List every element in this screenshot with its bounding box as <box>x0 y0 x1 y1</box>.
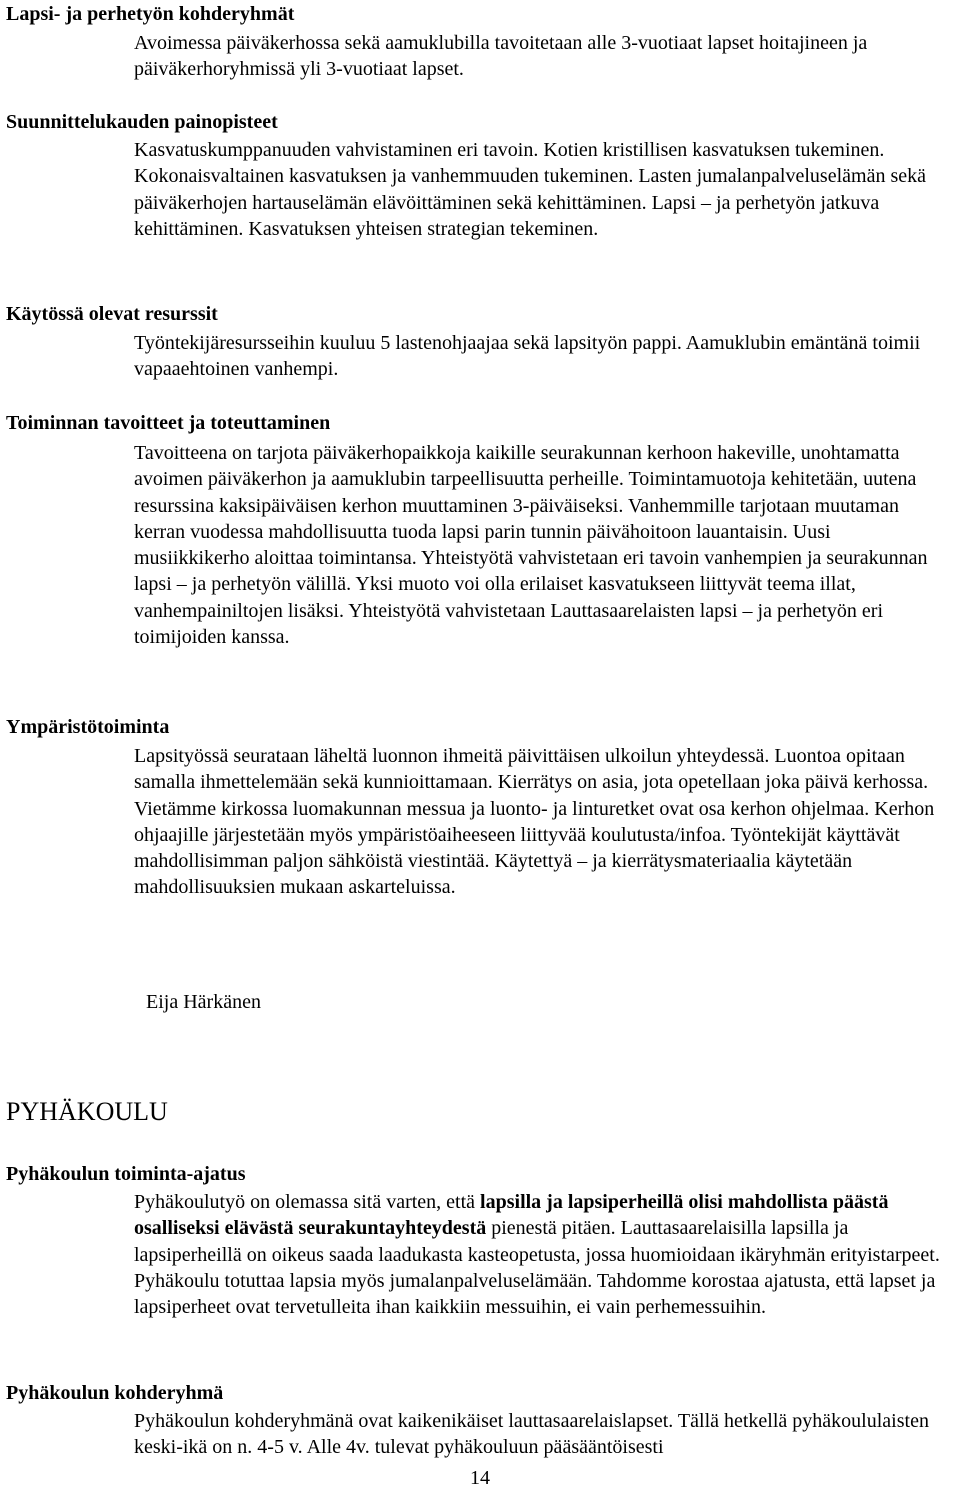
section-heading-toiminta-ajatus: Pyhäkoulun toiminta-ajatus <box>6 1163 246 1185</box>
section-body-toiminta-ajatus <box>134 1189 956 1320</box>
section-body-resurssit: Työntekijäresursseihin kuuluu 5 lastenohjaajaa sekä lapsityön pappi. Aamuklubin emäntänä toimii vapaaehtoinen vanhempi. <box>134 332 921 381</box>
toiminta-ajatus-rest: pienestä pitäen. Lauttasaarelaisilla lapsilla ja lapsiperheillä on oikeus saada laadukasta kasteopetusta, jossa huomioidaan ikäryhmän erityistarpeet. Pyhäkoulu totuttaa lapsia myös jumalanpalveluselämään. Tahdomme korostaa ajatusta, että lapset ja lapsiperheet ovat tervetulleita ihan kaikkiin messuihin, ei vain perhemessuihin. <box>134 1217 940 1319</box>
section-heading-kohderyhmat: Lapsi- ja perhetyön kohderyhmät <box>6 3 295 25</box>
toiminta-ajatus-emphasis: lapsilla ja lapsiperheillä olisi mahdollista päästä osalliseksi elävästä seurakuntayhteydestä <box>134 1191 889 1240</box>
section-heading-pyhakoulu-kohderyhma: Pyhäkoulun kohderyhmä <box>6 1382 224 1404</box>
toiminta-ajatus-lead: Pyhäkoulutyö on olemassa sitä varten, että <box>134 1191 481 1213</box>
section-heading-resurssit: Käytössä olevat resurssit <box>6 303 218 325</box>
section-body-pyhakoulu-kohderyhma: Pyhäkoulun kohderyhmänä ovat kaikenikäiset lauttasaarelaislapset. Tällä hetkellä pyhäkoululaisten keski-ikä on n. 4-5 v. Alle 4v. tulevat pyhäkouluun pääsääntöisesti <box>134 1410 929 1459</box>
section-heading-tavoitteet: Toiminnan tavoitteet ja toteuttaminen <box>6 412 331 434</box>
section-body-painopisteet: Kasvatuskumppanuuden vahvistaminen eri tavoin. Kotien kristillisen kasvatuksen tukeminen. Kokonaisvaltainen kasvatuksen ja vanhemmuuden tukeminen. Lasten jumalanpalveluselämän sekä päiväkerhojen hartauselämän elävöittäminen sekä kehittäminen. Lapsi – ja perhetyön jatkuva kehittäminen. Kasvatuksen yhteisen strategian tekeminen. <box>134 139 926 240</box>
section-body-tavoitteet: Tavoitteena on tarjota päiväkerhopaikkoja kaikille seurakunnan kerhoon hakeville, unohtamatta avoimen päiväkerhon ja aamuklubin tarpeellisuutta perheille. Toimintamuotoja kehitetään, uutena resurssina kaksipäiväisen kerhon muuttaminen 3-päiväiseksi. Vanhemmille tarjotaan muutaman kerran vuodessa mahdollisuutta tuoda lapsi parin tunnin päivähoitoon lauantaisin. Uusi musiikkikerho aloittaa toimintansa. Yhteistyötä vahvistetaan eri tavoin vanhempien ja seurakunnan lapsi – ja perhetyön välillä. Yksi muoto voi olla erilaiset kasvatukseen liittyvät teema illat, vanhempainiltojen lisäksi. Yhteistyötä vahvistetaan Lauttasaarelaisten lapsi – ja perhetyön eri toimijoiden kanssa. <box>134 442 928 649</box>
page-number: 14 <box>470 1467 490 1489</box>
page-title: PYHÄKOULU <box>6 1097 168 1126</box>
section-body-kohderyhmat: Avoimessa päiväkerhossa sekä aamuklubilla tavoitetaan alle 3-vuotiaat lapset hoitajineen ja päiväkerhoryhmissä yli 3-vuotiaat lapset. <box>134 32 868 81</box>
signature: Eija Härkänen <box>146 991 261 1013</box>
section-heading-ymparisto: Ympäristötoiminta <box>6 716 170 738</box>
section-heading-painopisteet: Suunnittelukauden painopisteet <box>6 111 278 133</box>
section-body-ymparisto: Lapsityössä seurataan läheltä luonnon ihmeitä päivittäisen ulkoilun yhteydessä. Luontoa opitaan samalla ihmettelemään sekä kunnioittamaan. Kierrätys on asia, jota opetellaan joka päivä kerhossa. Vietämme kirkossa luomakunnan messua ja luonto- ja linturetket ovat osa kerhon ohjelmaa. Kerhon ohjaajille järjestetään myös ympäristöaiheeseen liittyvää koulutusta/infoa. Työntekijät käyttävät mahdollisimman paljon sähköistä viestintää. Käytettyä – ja kierrätysmateriaalia käytetään mahdollisuuksien mukaan askarteluissa. <box>134 745 935 899</box>
